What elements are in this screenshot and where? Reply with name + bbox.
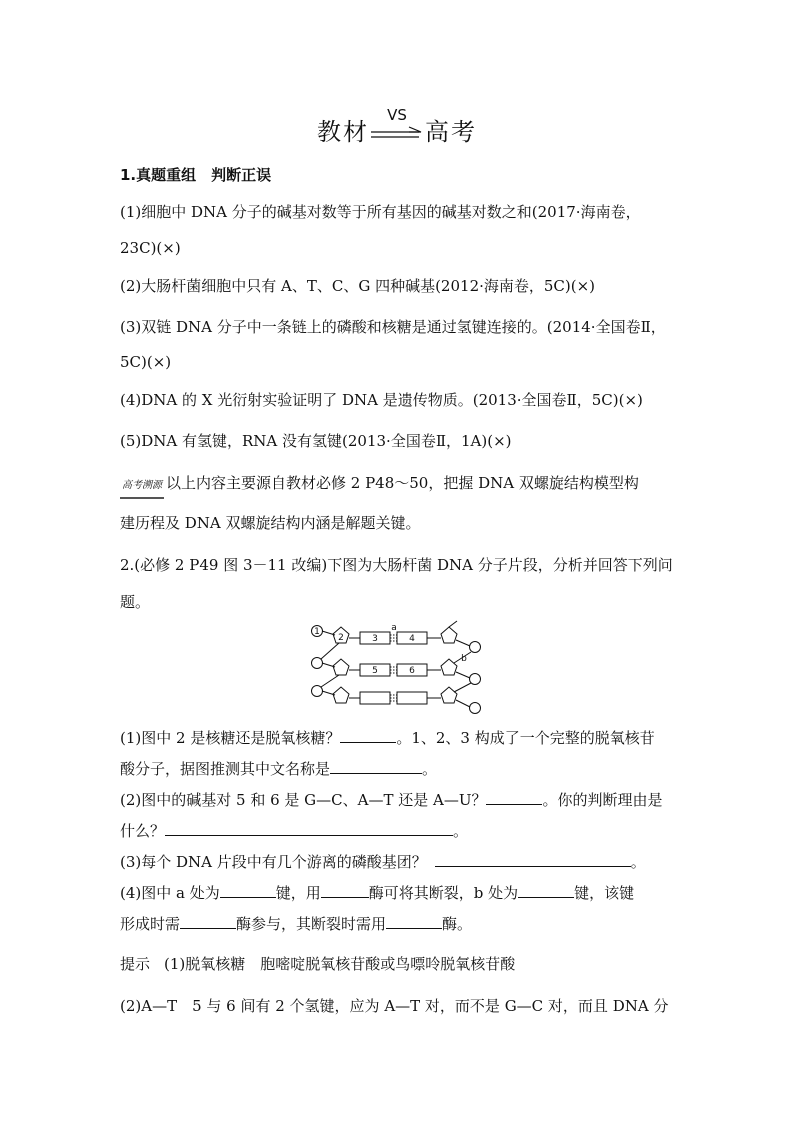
sugar-left-3 — [333, 687, 349, 703]
q2-blank-1[interactable] — [486, 789, 542, 805]
sugar-left-2 — [333, 659, 349, 675]
judge-item-1b: 23C)(×) — [120, 239, 181, 257]
section2-intro-1: 2.(必修 2 P49 图 3－11 改编)下图为大肠杆菌 DNA 分子片段，分析并回答下列问 — [120, 556, 673, 574]
label-b: b — [461, 654, 467, 664]
section2-intro-2: 题。 — [120, 593, 151, 611]
sugar-right-1 — [441, 627, 457, 643]
q2-text-c: 什么？ — [120, 822, 166, 840]
q3-text-b: 。 — [630, 853, 646, 871]
answer-line-1 — [120, 953, 680, 975]
q4-text-d: 键，该键 — [574, 884, 635, 902]
label-5: 5 — [372, 666, 378, 676]
q1-text-a: (1)图中 2 是核糖还是脱氧核糖？ — [120, 729, 341, 747]
page-title — [0, 106, 794, 148]
q4-text-b: 键，用 — [275, 884, 321, 902]
q2-blank-2[interactable] — [165, 820, 453, 836]
q3-text-a: (3)每个 DNA 片段中有几个游离的磷酸基团？ — [120, 853, 427, 871]
answer-label: 提示 — [120, 955, 151, 973]
vs-label: VS — [387, 106, 407, 124]
source-note-1 — [120, 472, 680, 499]
q1-text-d: 。 — [422, 760, 438, 778]
judge-item-1a: (1)细胞中 DNA 分子的碱基对数等于所有基因的碱基对数之和(2017·海南卷， — [120, 203, 641, 221]
label-6: 6 — [409, 666, 415, 676]
label-4: 4 — [409, 634, 415, 644]
judge-item-4: (4)DNA 的 X 光衍射实验证明了 DNA 是遗传物质。(2013·全国卷Ⅱ，5C)(×) — [120, 391, 643, 409]
q4-blank-2[interactable] — [321, 882, 369, 898]
q4-text-g: 酶。 — [442, 915, 473, 933]
vs-arrow — [369, 106, 425, 148]
q4-text-f: 酶参与，其断裂时需用 — [236, 915, 387, 933]
q4-blank-4[interactable] — [180, 913, 236, 929]
question-4-line-1 — [120, 882, 680, 904]
question-2-line-2 — [120, 820, 680, 842]
q4-blank-5[interactable] — [386, 913, 442, 929]
q4-blank-3[interactable] — [518, 882, 574, 898]
source-badge: 高考溯源 — [120, 475, 164, 499]
q2-text-a: (2)图中的碱基对 5 和 6 是 G—C、A—T 还是 A—U？ — [120, 791, 487, 809]
phosphate-left-3 — [312, 686, 323, 697]
phosphate-right-1 — [470, 642, 481, 653]
question-3 — [120, 851, 680, 873]
answer-text-1: (1)脱氧核糖 胞嘧啶脱氧核苷酸或鸟嘌呤脱氧核苷酸 — [164, 955, 516, 973]
question-1-line-2 — [120, 758, 680, 780]
judge-item-3a: (3)双链 DNA 分子中一条链上的磷酸和核糖是通过氢键连接的。(2014·全国卷Ⅱ， — [120, 318, 666, 336]
q3-blank[interactable] — [435, 851, 631, 867]
sugar-right-2 — [441, 659, 457, 675]
source-text-1: 以上内容主要源自教材必修 2 P48～50，把握 DNA 双螺旋结构模型构 — [166, 474, 639, 492]
source-note-2: 建历程及 DNA 双螺旋结构内涵是解题关键。 — [120, 514, 421, 532]
question-1-line-1 — [120, 727, 680, 749]
title-left: 教材 — [317, 118, 369, 146]
q4-text-e: 形成时需 — [120, 915, 181, 933]
phosphate-right-3 — [470, 703, 481, 714]
q4-text-c: 酶可将其断裂，b 处为 — [368, 884, 519, 902]
question-2-line-1 — [120, 789, 680, 811]
title-right: 高考 — [425, 118, 477, 146]
phosphate-right-2 — [470, 674, 481, 685]
base-7 — [360, 692, 390, 704]
q4-blank-1[interactable] — [220, 882, 276, 898]
label-2: 2 — [338, 633, 344, 643]
q1-text-c: 酸分子，据图推测其中文名称是 — [120, 760, 331, 778]
q1-blank-1[interactable] — [340, 727, 396, 743]
question-4-line-2 — [120, 913, 680, 935]
label-1: 1 — [314, 627, 320, 637]
dna-fragment-diagram — [305, 620, 495, 716]
label-3: 3 — [372, 634, 378, 644]
q1-text-b: 。1、2、3 构成了一个完整的脱氧核苷 — [396, 729, 655, 747]
q1-blank-2[interactable] — [330, 758, 422, 774]
judge-item-2: (2)大肠杆菌细胞中只有 A、T、C、G 四种碱基(2012·海南卷，5C)(×) — [120, 277, 596, 295]
phosphate-left-2 — [312, 658, 323, 669]
judge-item-3b: 5C)(×) — [120, 353, 172, 371]
answer-line-2: (2)A—T 5 与 6 间有 2 个氢键，应为 A—T 对，而不是 G—C 对，而且 DNA 分 — [120, 997, 669, 1015]
q4-text-a: (4)图中 a 处为 — [120, 884, 220, 902]
q2-text-b: 。你的判断理由是 — [542, 791, 663, 809]
base-8 — [397, 692, 427, 704]
section1-heading: 1.真题重组 判断正误 — [120, 166, 272, 184]
q2-text-d: 。 — [453, 822, 469, 840]
sugar-right-3 — [441, 687, 457, 703]
judge-item-5: (5)DNA 有氢键，RNA 没有氢键(2013·全国卷Ⅱ，1A)(×) — [120, 432, 512, 450]
label-a: a — [391, 623, 397, 633]
